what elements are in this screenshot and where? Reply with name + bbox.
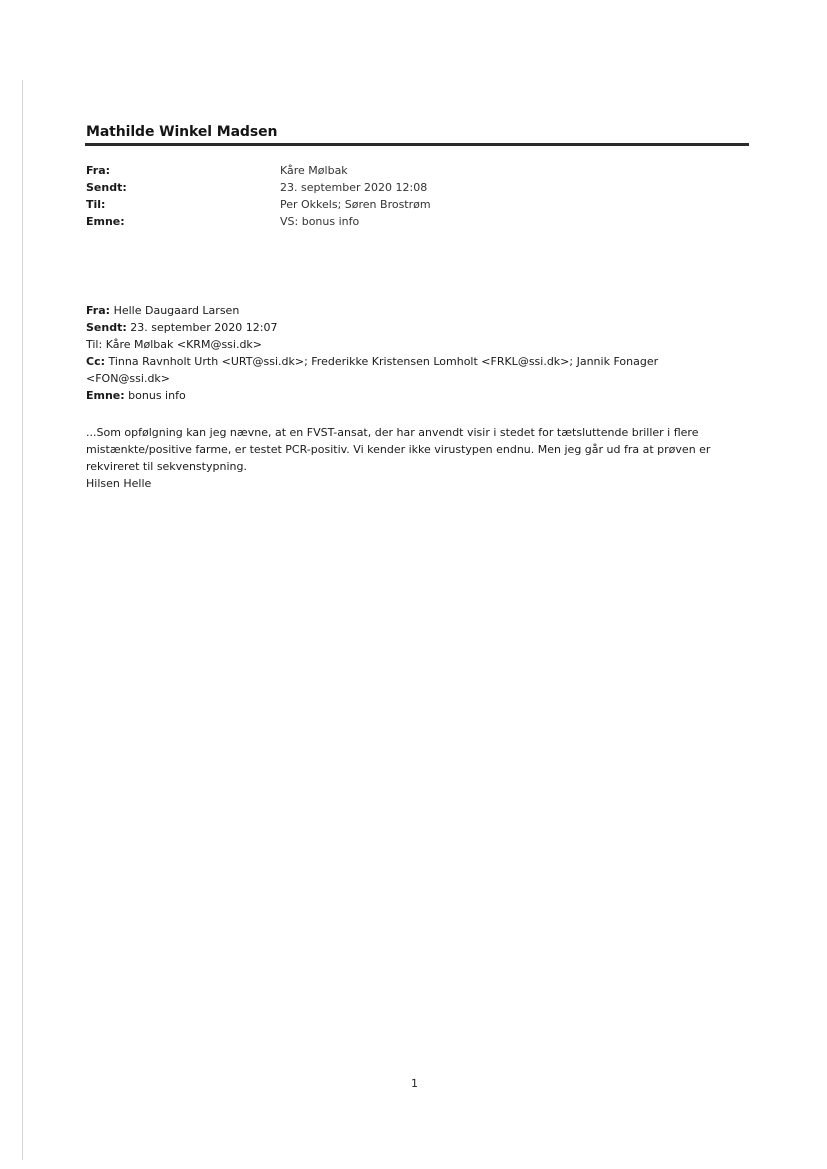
header-label-from: Fra: — [86, 164, 111, 177]
forwarded-from-label: Fra: — [86, 304, 111, 317]
header-row-from — [86, 162, 431, 179]
email-body — [86, 424, 746, 492]
header-row-sent — [86, 179, 431, 196]
forwarded-cc-label: Cc: — [86, 355, 105, 368]
email-header — [86, 162, 431, 230]
header-label-to: Til: — [86, 198, 106, 211]
forwarded-cc — [86, 353, 736, 387]
forwarded-cc-value: Tinna Ravnholt Urth <URT@ssi.dk>; Frederikke Kristensen Lomholt <FRKL@ssi.dk>; Jannik Fonager <FON@ssi.dk> — [86, 355, 659, 385]
header-value-sent: 23. september 2020 12:08 — [280, 181, 428, 194]
forwarded-header — [86, 302, 736, 404]
forwarded-subject — [86, 387, 736, 404]
page-number: 1 — [411, 1077, 418, 1090]
header-row-subject — [86, 213, 431, 230]
header-label-subject: Emne: — [86, 215, 125, 228]
header-label-sent: Sendt: — [86, 181, 127, 194]
forwarded-sent-value: 23. september 2020 12:07 — [130, 321, 278, 334]
forwarded-to-value: Kåre Mølbak <KRM@ssi.dk> — [105, 338, 263, 351]
document-title: Mathilde Winkel Madsen — [86, 124, 278, 140]
header-value-from: Kåre Mølbak — [280, 164, 348, 177]
forwarded-to — [86, 336, 736, 353]
forwarded-from — [86, 302, 736, 319]
forwarded-from-value: Helle Daugaard Larsen — [113, 304, 240, 317]
forwarded-subject-value: bonus info — [128, 389, 186, 402]
header-row-to — [86, 196, 431, 213]
body-paragraph: ...Som opfølgning kan jeg nævne, at en FVST-ansat, der har anvendt visir i stedet for tætsluttende briller i flere mistænkte/positive farme, er testet PCR-positiv. Vi kender ikke virustypen endnu. Men jeg går ud fra at prøven er rekvireret til sekvenstypning. — [86, 426, 711, 473]
header-value-subject: VS: bonus info — [280, 215, 360, 228]
header-value-to: Per Okkels; Søren Brostrøm — [280, 198, 431, 211]
title-rule — [85, 143, 749, 146]
body-signature: Hilsen Helle — [86, 477, 152, 490]
forwarded-sent — [86, 319, 736, 336]
forwarded-subject-label: Emne: — [86, 389, 125, 402]
forwarded-to-label: Til: — [86, 338, 103, 351]
scan-edge-line — [22, 80, 23, 1160]
forwarded-sent-label: Sendt: — [86, 321, 127, 334]
